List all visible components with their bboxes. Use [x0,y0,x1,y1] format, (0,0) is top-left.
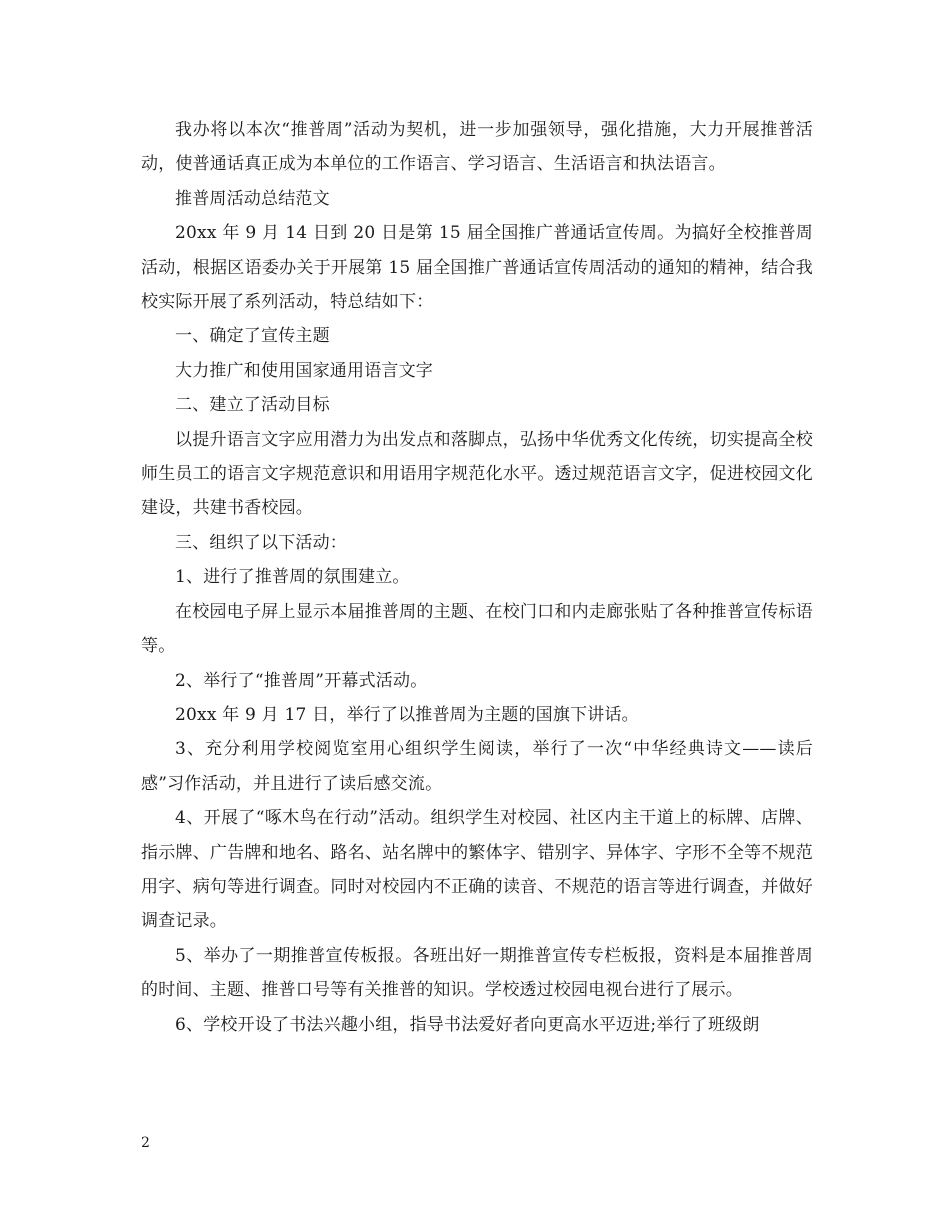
activity-4: 4、开展了“啄木鸟在行动”活动。组织学生对校园、社区内主干道上的标牌、店牌、指示牌、广告牌和地名、路名、站名牌中的繁体字、错别字、异体字、字形不全等不规范用字、病句等进行调查。同时对校园内不正确的读音、不规范的语言等进行调查，并做好调查记录。 [141,808,813,932]
paragraph-section-title: 推普周活动总结范文 [175,188,330,209]
paragraph-overview: 20xx 年 9 月 14 日到 20 日是第 15 届全国推广普通话宣传周。为搞好全校推普周活动，根据区语委办关于开展第 15 届全国推广普通话宣传周活动的通知的精神，结合我校实际开展了系列活动，特总结如下： [141,223,813,313]
activity-1-detail: 在校园电子屏上显示本届推普周的主题、在校门口和内走廊张贴了各种推普宣传标语等。 [141,601,813,657]
document-body [141,113,813,1042]
activity-2-detail: 20xx 年 9 月 17 日，举行了以推普周为主题的国旗下讲话。 [175,704,639,725]
paragraph-goals: 以提升语言文字应用潜力为出发点和落脚点，弘扬中华优秀文化传统，切实提高全校师生员工的语言文字规范意识和用语用字规范化水平。透过规范语言文字，促进校园文化建设，共建书香校园。 [141,429,813,519]
activity-3: 3、充分利用学校阅览室用心组织学生阅读，举行了一次“中华经典诗文——读后感”习作活动，并且进行了读后感交流。 [141,739,813,794]
paragraph-theme: 大力推广和使用国家通用语言文字 [175,360,433,381]
activity-5: 5、举办了一期推普宣传板报。各班出好一期推普宣传专栏板报，资料是本届推普周的时间、主题、推普口号等有关推普的知识。学校透过校园电视台进行了展示。 [141,945,813,1001]
heading-activities: 三、组织了以下活动： [175,532,347,553]
activity-2-title: 2、举行了“推普周”开幕式活动。 [175,670,428,691]
activity-1-title: 1、进行了推普周的氛围建立。 [175,567,410,588]
heading-theme: 一、确定了宣传主题 [175,326,330,347]
heading-goals: 二、建立了活动目标 [175,395,330,416]
page-number: 2 [141,1135,150,1151]
activity-6: 6、学校开设了书法兴趣小组，指导书法爱好者向更高水平迈进;举行了班级朗 [175,1014,760,1035]
paragraph-intro-closing: 我办将以本次“推普周”活动为契机，进一步加强领导，强化措施，大力开展推普活动，使普通话真正成为本单位的工作语言、学习语言、生活语言和执法语言。 [141,120,813,175]
